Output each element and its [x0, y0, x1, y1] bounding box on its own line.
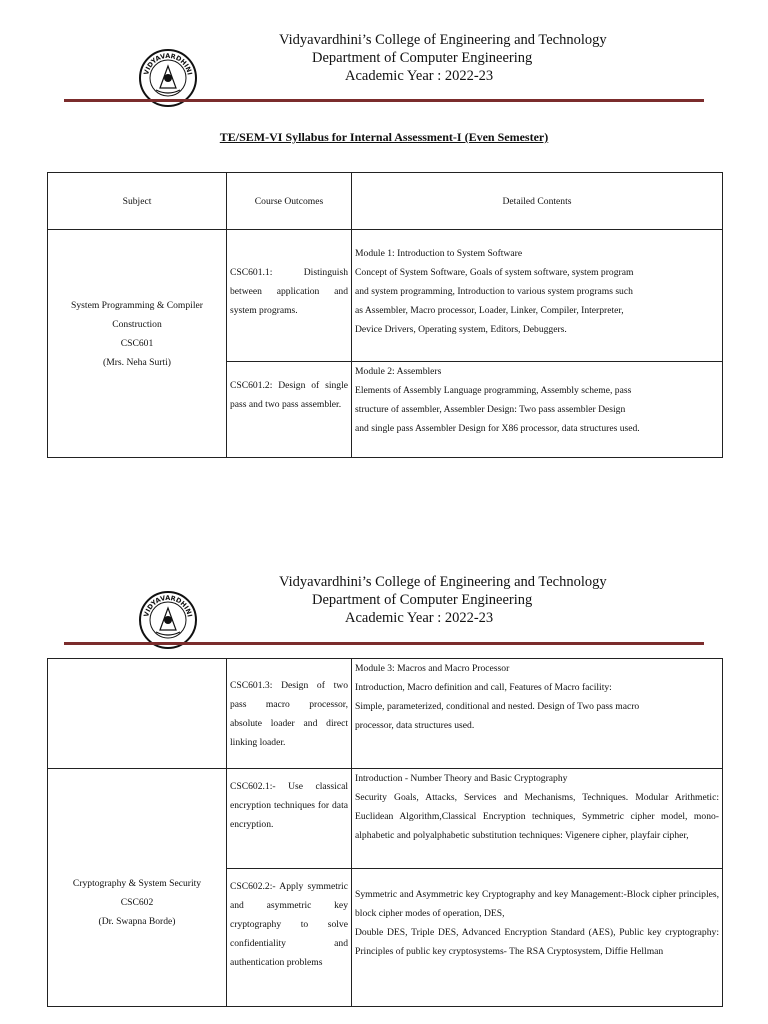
document-title: TE/SEM-VI Syllabus for Internal Assessment-I (Even Semester): [219, 130, 549, 144]
course-outcome-cell: [227, 230, 352, 362]
subject-faculty: (Mrs. Neha Surti): [103, 356, 171, 368]
course-outcome-cell: [227, 769, 352, 869]
college-name: Vidyavardhini’s College of Engineering and Technology: [279, 574, 607, 590]
course-outcome-text: CSC602.2:- Apply symmetric and asymmetric key cryptography to solve confidentiality and authentication problems: [230, 881, 348, 968]
column-header-contents: Detailed Contents: [352, 173, 723, 230]
content-line: Concept of System Software, Goals of system software, system program: [355, 267, 634, 278]
college-name: Vidyavardhini’s College of Engineering and Technology: [279, 32, 607, 48]
subject-name-line2: Construction: [112, 318, 162, 330]
content-text: Double DES, Triple DES, Advanced Encryption Standard (AES), Public key cryptography: Principles of public key cryptosystems- The RSA Cryptosystem, Diffie Hellman: [355, 927, 719, 957]
course-outcome-text: CSC601.2: Design of single pass and two pass assembler.: [230, 380, 348, 410]
course-outcome-cell: [227, 659, 352, 769]
detailed-contents-cell: [352, 869, 723, 1007]
college-logo-icon: [138, 590, 198, 650]
subject-cell: [48, 230, 227, 458]
content-line: processor, data structures used.: [355, 720, 475, 731]
academic-year: Academic Year : 2022-23: [345, 68, 494, 84]
subject-cell: [48, 659, 227, 769]
course-outcome-text: CSC601.3: Design of two pass macro processor, absolute loader and direct linking loader.: [230, 680, 348, 748]
header-divider: [64, 642, 704, 645]
module-title: Symmetric and Asymmetric key Cryptography and key Management:-Block cipher principles, block cipher modes of operation, DES,: [355, 889, 719, 919]
subject-cell: [48, 769, 227, 1007]
content-line: Introduction, Macro definition and call, Features of Macro facility:: [355, 682, 612, 693]
module-title: Module 2: Assemblers: [355, 366, 442, 377]
subject-code: CSC601: [120, 337, 154, 349]
subject-name-line1: System Programming & Compiler: [71, 299, 203, 311]
subject-name: Cryptography & System Security: [72, 878, 202, 889]
content-text: Security Goals, Attacks, Services and Mechanisms, Techniques. Modular Arithmetic: Euclidean Algorithm,Classical Encryption techniques, Symmetric cipher model, mono- alphabetic and polyalphabetic substitution techniques: Vigenere cipher, playfair cipher,: [355, 792, 719, 841]
svg-text:VIDYAVARDHINI: VIDYAVARDHINI: [142, 593, 194, 618]
course-outcome-cell: [227, 362, 352, 458]
detailed-contents-cell: [352, 362, 723, 458]
content-line: and system programming, Introduction to various system programs such: [355, 286, 633, 297]
detailed-contents-cell: [352, 230, 723, 362]
subject-code: CSC602: [120, 897, 154, 908]
department-name: Department of Computer Engineering: [312, 592, 533, 608]
detailed-contents-cell: [352, 769, 723, 869]
svg-text:VIDYAVARDHINI: VIDYAVARDHINI: [142, 51, 194, 76]
academic-year: Academic Year : 2022-23: [345, 610, 494, 626]
course-outcome-cell: [227, 869, 352, 1007]
content-line: Elements of Assembly Language programming, Assembly scheme, pass: [355, 385, 632, 396]
content-line: Simple, parameterized, conditional and nested. Design of Two pass macro: [355, 701, 640, 712]
column-header-subject: Subject: [48, 173, 227, 230]
content-line: structure of assembler, Assembler Design: Two pass assembler Design: [355, 404, 626, 415]
detailed-contents-cell: [352, 659, 723, 769]
content-line: as Assembler, Macro processor, Loader, Linker, Compiler, Interpreter,: [355, 305, 624, 316]
module-title: Introduction - Number Theory and Basic Cryptography: [355, 773, 568, 784]
content-line: Device Drivers, Operating system, Editors, Debuggers.: [355, 324, 567, 335]
column-header-outcomes: Course Outcomes: [227, 173, 352, 230]
content-line: and single pass Assembler Design for X86 processor, data structures used.: [355, 423, 640, 434]
module-title: Module 3: Macros and Macro Processor: [355, 663, 510, 674]
course-outcome-text: CSC601.1: Distinguish between application and system programs.: [230, 267, 348, 316]
module-title: Module 1: Introduction to System Software: [355, 248, 523, 259]
subject-faculty: (Dr. Swapna Borde): [98, 916, 176, 927]
department-name: Department of Computer Engineering: [312, 50, 533, 66]
syllabus-table-1: [47, 172, 723, 458]
course-outcome-text: CSC602.1:- Use classical encryption techniques for data encryption.: [230, 781, 348, 830]
syllabus-table-2: [47, 658, 723, 1007]
header-divider: [64, 99, 704, 102]
